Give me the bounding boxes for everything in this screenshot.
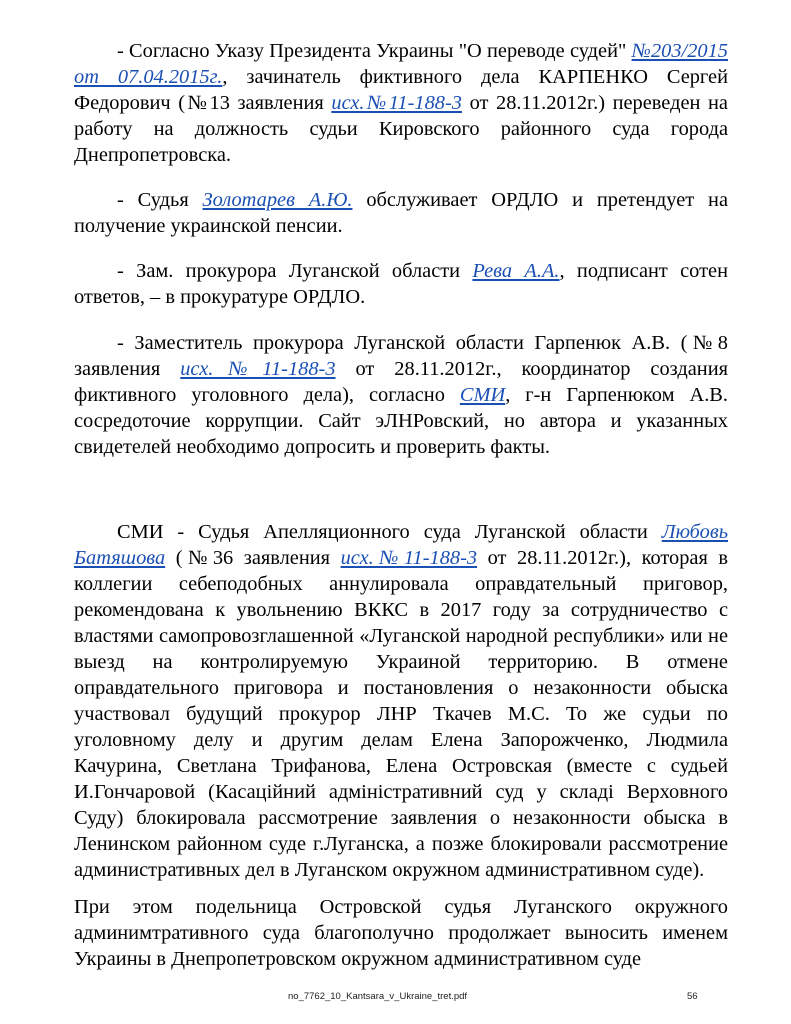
- paragraph-karpenko-transfer: [74, 38, 728, 168]
- paragraph-garpenyuk: [74, 330, 728, 460]
- application-ref-link[interactable]: исх.№11-188-3: [331, 92, 462, 114]
- page-number: 56: [687, 991, 698, 1002]
- batyashova-link[interactable]: Любовь Батяшова: [74, 521, 728, 569]
- paragraph-batyashova: [74, 519, 728, 883]
- application-ref-link[interactable]: исх.№11-188-3: [180, 358, 336, 380]
- text: от 28.11.2012г.), которая в коллегии себеподобных аннулировала оправдательный приговор, рекомендована к увольнению ВККС в 2017 году за сотрудничество с властями самопровозглашенной «Луганской народной республики» или не выезд на контролируемую Украиной территорию. В отмене оправдательного приговора и постановления о незаконности обыска участвовал будущий прокурор ЛНР Ткачев М.С. То же судьи по уголовному делу и другим делам Елена Запорожченко, Людмила Качурина, Светлана Трифанова, Елена Островская (вместе с судьей И.Гончаровой (Касаційний адміністративний суд у складі Верховного Суду) блокировала рассмотрение заявления о незаконности обыска в Ленинском районном суде г.Луганска, а позже блокировали рассмотрение административных дел в Луганском окружном административном суде).: [74, 547, 729, 881]
- reva-link[interactable]: Рева А.А.: [472, 260, 560, 282]
- text: - Заместитель прокурора Луганской области Гарпенюк А.В. (№8 заявления: [74, 332, 728, 380]
- footer-filename: no_7762_10_Kantsara_v_Ukraine_tret.pdf: [288, 991, 468, 1002]
- decree-link[interactable]: №203/2015 от 07.04.2015г.: [74, 40, 728, 88]
- text: , подписант сотен ответов, – в прокуратуре ОРДЛО.: [74, 260, 728, 308]
- text: - Зам. прокурора Луганской области: [117, 260, 473, 282]
- text: При этом подельница Островской судья Луганского окружного админимтративного суда благополучно продолжает выносить именем Украины в Днепропетровском окружном административном суде: [74, 896, 728, 970]
- paragraph-zolotarev: [74, 187, 728, 239]
- text: СМИ - Судья Апелляционного суда Луганской области: [117, 521, 662, 543]
- text: - Судья: [117, 189, 203, 211]
- media-link[interactable]: СМИ: [459, 384, 506, 406]
- text: от 28.11.2012г., координатор создания фиктивного уголовного дела), согласно: [74, 358, 728, 406]
- paragraph-reva: [74, 258, 728, 310]
- text: (№36 заявления: [165, 547, 341, 569]
- zolotarev-link[interactable]: Золотарев А.Ю.: [202, 189, 353, 211]
- text: - Согласно Указу Президента Украины "О переводе судей": [117, 40, 632, 62]
- text: , г-н Гарпенюком А.В. сосредоточие коррупции. Сайт эЛНРовский, но автора и указанных свидетелей необходимо допросить и проверить факты.: [74, 384, 728, 458]
- text: от 28.11.2012г.) переведен на работу на должность судьи Кировского районного суда города Днепропетровска.: [74, 92, 728, 166]
- application-ref-link[interactable]: исх.№11-188-3: [340, 547, 478, 569]
- paragraph-ostrovskaya-colleague: [74, 894, 728, 972]
- text: обслуживает ОРДЛО и претендует на получение украинской пенсии.: [74, 189, 728, 237]
- text: , зачинатель фиктивного дела КАРПЕНКО Сергей Федорович (№13 заявления: [74, 66, 728, 114]
